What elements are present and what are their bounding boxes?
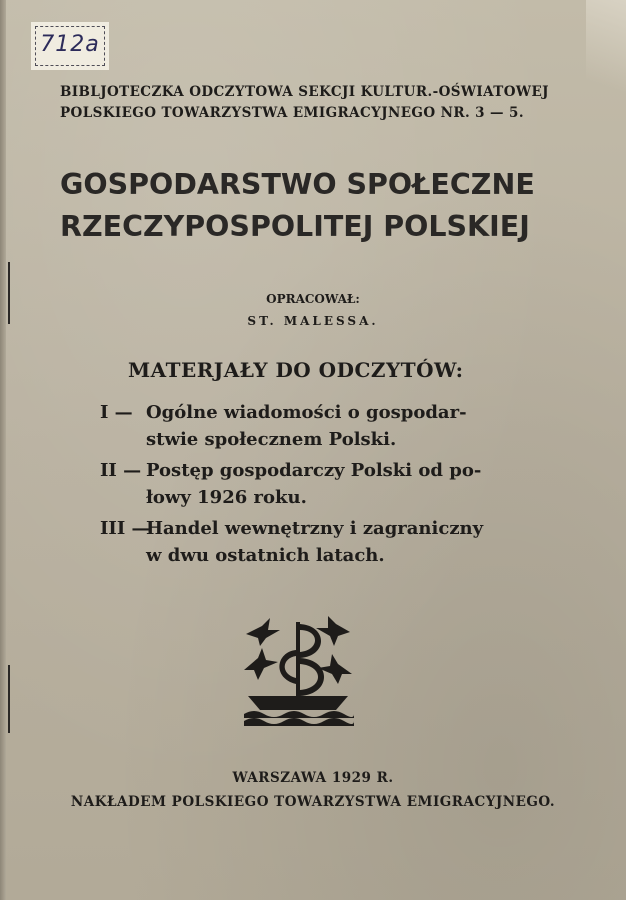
author-name: ST. MALESSA. [247,314,379,328]
ship-birds-emblem-icon [240,614,356,728]
emblem-bird [316,616,350,646]
emblem-mast [296,622,300,698]
emblem-hull [248,696,348,710]
imprint [0,766,626,814]
series-line-1: BIBLJOTECZKA ODCZYTOWA SEKCJI KULTUR.-OŚWIATOWEJ [60,84,549,100]
library-stamp [31,22,109,70]
title-line-1: GOSPODARSTWO SPOŁECZNE [60,168,535,201]
author-block [0,288,626,332]
lecture-number: II — [100,460,142,481]
title-line-2: RZECZYPOSPOLITEJ POLSKIEJ [60,210,530,243]
lecture-item [100,400,520,458]
series-header [60,82,560,124]
imprint-place-year: WARSZAWA 1929 R. [232,770,394,786]
materials-heading: MATERJAŁY DO ODCZYTÓW: [128,358,464,382]
lecture-title-line-2: łowy 1926 roku. [146,487,307,508]
series-line-2: POLSKIEGO TOWARZYSTWA EMIGRACYJNEGO NR. 3 — 5. [60,105,524,121]
lecture-title-line-1: Handel wewnętrzny i zagraniczny [146,518,484,539]
emblem-sail-lower [300,658,324,696]
lecture-item [100,516,520,574]
lecture-title-line-2: stwie społecznem Polski. [146,429,397,450]
lecture-title-line-1: Ogólne wiadomości o gospodar- [146,402,467,423]
lecture-number: III — [100,518,150,539]
emblem-bird [246,618,280,646]
emblem-wave [244,711,354,718]
lecture-number: I — [100,402,133,423]
book-title [60,164,560,248]
lecture-title-line-1: Postęp gospodarczy Polski od po- [146,460,482,481]
emblem-wave [244,718,354,726]
emblem-sail-upper [300,624,321,658]
lecture-list [100,400,520,574]
emblem-sail-left [279,650,296,684]
worn-corner [586,0,626,120]
cover-edge [0,0,6,900]
lecture-item [100,458,520,516]
lecture-title-line-2: w dwu ostatnich latach. [146,545,385,566]
stamp-number: 712a [35,26,105,66]
binding-mark [8,665,10,733]
imprint-publisher: NAKŁADEM POLSKIEGO TOWARZYSTWA EMIGRACYJNEGO. [70,794,556,810]
emblem-bird [244,648,278,680]
author-label: OPRACOWAŁ: [266,292,360,306]
